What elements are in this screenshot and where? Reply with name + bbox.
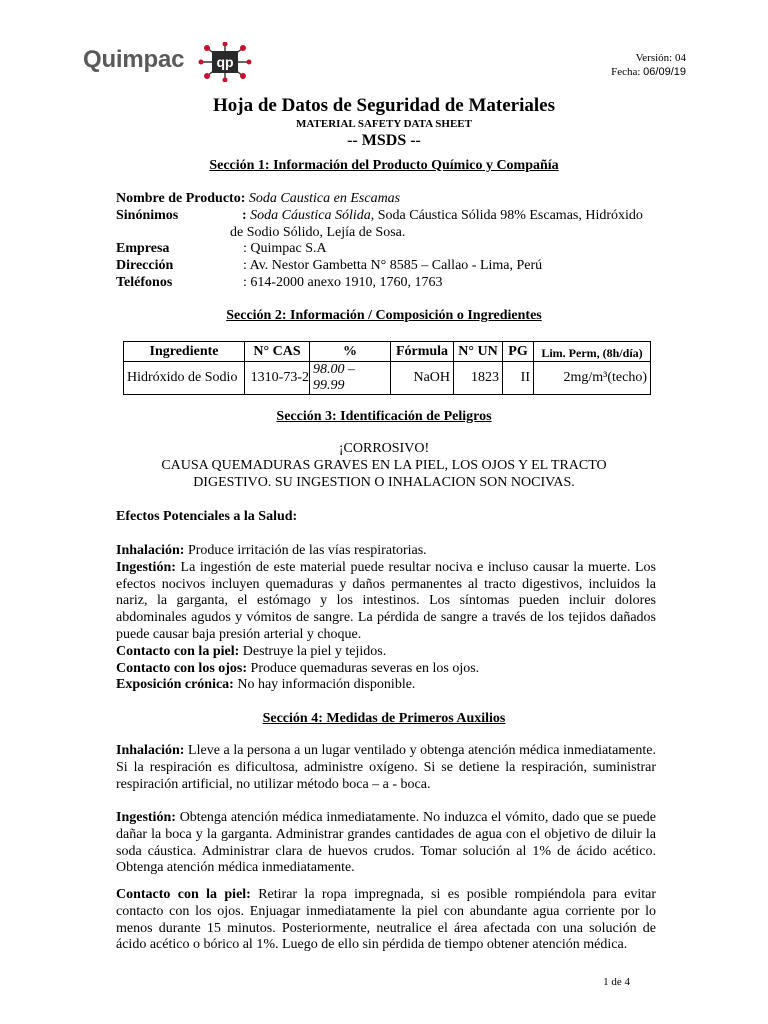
effect-inhalation-label: Inhalación: — [116, 543, 185, 558]
logo-molecule-icon — [195, 42, 255, 82]
document-title: Hoja de Datos de Seguridad de Materiales — [213, 95, 555, 116]
first-aid-inhalation-label: Inhalación: — [116, 743, 185, 758]
header-limit: Lim. Perm, (8h/día) — [534, 342, 651, 362]
product-value: Soda Caustica en Escamas — [248, 191, 401, 206]
warning-line2: DIGESTIVO. SU INGESTION O INHALACION SON NOCIVAS. — [193, 474, 575, 490]
date-label: Fecha: — [611, 66, 641, 78]
company-logo — [83, 42, 258, 82]
section3-title: Sección 3: Identificación de Peligros — [276, 409, 492, 424]
synonyms-italic: Soda Cáustica Sólida — [250, 207, 371, 223]
effect-chronic — [116, 677, 656, 694]
synonyms-rest: , Soda Cáustica Sólida 98% Escamas, Hidróxido — [370, 207, 643, 223]
header-formula: Fórmula — [391, 342, 454, 362]
warning-corrosive: ¡CORROSIVO! — [338, 441, 430, 456]
synonyms-line2: de Sodio Sólido, Lejía de Sosa. — [230, 224, 406, 240]
date-line — [611, 65, 686, 79]
cell-ingredient: Hidróxido de Sodio — [124, 362, 245, 395]
header-un: N° UN — [454, 342, 503, 362]
synonyms-row — [116, 208, 676, 225]
address-label: Dirección — [116, 258, 174, 274]
logo-badge: qp — [216, 54, 234, 70]
first-aid-inhalation — [116, 743, 656, 793]
table-row — [124, 362, 651, 395]
document-subtitle: MATERIAL SAFETY DATA SHEET — [296, 118, 472, 130]
first-aid-skin-label: Contacto con la piel: — [116, 887, 251, 902]
phones-row — [116, 275, 676, 292]
version-label: Versión: 04 — [635, 52, 686, 64]
first-aid-ingestion-text: Obtenga atención médica inmediatamente. No induzca el vómito, dado que se puede dañar la boca y la garganta. Administrar grandes cantidades de agua con el objetivo de diluir la soda cáustica. Administrar clara de huevos crudos. Tomar solución al 1% de ácido acético. Obtenga atención médica inmediatamente. — [116, 810, 656, 876]
address-value: : Av. Nestor Gambetta N° 8585 – Callao - Lima, Perú — [243, 258, 543, 274]
phones-label: Teléfonos — [116, 274, 173, 290]
cell-percent: 98.00 – 99.99 — [310, 362, 391, 395]
cell-formula: NaOH — [391, 362, 454, 395]
effect-ingestion-text: La ingestión de este material puede resultar nociva e incluso causar la muerte. Los efectos nocivos incluyen quemaduras y daños permanentes al tracto digestivos, incluidos la nariz, la garganta, el estómago y los intestinos. Los síntomas pueden incluir dolores abdominales agudos y vómitos de sangre. La pérdida de sangre a través de los tejidos dañados puede causar baja presión arterial y choque. — [116, 559, 656, 642]
synonyms-colon: : — [242, 207, 247, 223]
synonyms-value — [242, 208, 643, 225]
msds-label: -- MSDS -- — [347, 132, 421, 149]
company-value: : Quimpac S.A — [243, 241, 327, 257]
version-info — [611, 51, 686, 79]
header-cas: N° CAS — [245, 342, 310, 362]
cell-pg: II — [503, 362, 534, 395]
warning-line1: CAUSA QUEMADURAS GRAVES EN LA PIEL, LOS OJOS Y EL TRACTO — [161, 457, 607, 473]
section4-title: Sección 4: Medidas de Primeros Auxilios — [262, 711, 506, 726]
cell-limit: 2mg/m³(techo) — [534, 362, 651, 395]
synonyms-label: Sinónimos — [116, 207, 179, 223]
cell-cas: 1310-73-2 — [245, 362, 310, 395]
logo-text: Quimpac — [83, 46, 185, 73]
company-label: Empresa — [116, 241, 170, 257]
ingredients-table — [123, 341, 651, 395]
first-aid-inhalation-text: Lleve a la persona a un lugar ventilado y obtenga atención médica inmediatamente. Si la respiración es dificultosa, administre oxígeno. Si se detiene la respiración, suministrar respiración artificial, no utilizar método boca – a - boca. — [116, 743, 656, 792]
effect-eyes-label: Contacto con los ojos: — [116, 660, 248, 676]
phones-value: : 614-2000 anexo 1910, 1760, 1763 — [243, 274, 443, 290]
section2-title: Sección 2: Información / Composición o Ingredientes — [226, 308, 542, 323]
effect-skin-label: Contacto con la piel: — [116, 643, 240, 659]
date-value: 06/09/19 — [643, 66, 686, 78]
first-aid-ingestion — [116, 810, 656, 877]
health-effects-body — [116, 543, 656, 694]
header-pg: PG — [503, 342, 534, 362]
table-header-row — [124, 342, 651, 362]
cell-un: 1823 — [454, 362, 503, 395]
section1-body — [116, 191, 676, 292]
effect-ingestion-label: Ingestión: — [116, 559, 176, 575]
health-effects-heading: Efectos Potenciales a la Salud: — [116, 509, 298, 524]
effect-eyes — [116, 661, 656, 678]
effect-ingestion — [116, 560, 656, 644]
address-row — [116, 258, 676, 275]
company-row — [116, 241, 676, 258]
effect-chronic-text: No hay información disponible. — [233, 677, 416, 693]
first-aid-ingestion-label: Ingestión: — [116, 810, 176, 825]
effect-skin — [116, 644, 656, 661]
first-aid-skin — [116, 887, 656, 954]
effect-eyes-text: Produce quemaduras severas en los ojos. — [247, 660, 480, 676]
header-percent: % — [310, 342, 391, 362]
product-name-row — [116, 191, 676, 208]
effect-chronic-label: Exposición crónica: — [116, 677, 234, 693]
header-ingrediente: Ingrediente — [124, 342, 245, 362]
effect-inhalation-text: Produce irritación de las vías respiratorias. — [184, 543, 427, 558]
product-label: Nombre de Producto: — [116, 191, 246, 206]
first-aid-skin-text: Retirar la ropa impregnada, si es posible rompiéndola para evitar contacto con los ojos. Enjuagar inmediatamente la piel con abundante agua corriente por lo menos durante 15 minutos. Posteriormente, neutralice el área afectada con una solución de ácido acético o bórico al 1%. Luego de ello sin pérdida de tiempo obtener atención médica. — [116, 887, 657, 953]
section1-title: Sección 1: Información del Producto Químico y Compañía — [209, 158, 559, 173]
effect-skin-text: Destruye la piel y tejidos. — [239, 643, 387, 659]
page-number: 1 de 4 — [603, 976, 630, 988]
effect-inhalation — [116, 543, 656, 560]
hazard-warning — [0, 441, 768, 491]
